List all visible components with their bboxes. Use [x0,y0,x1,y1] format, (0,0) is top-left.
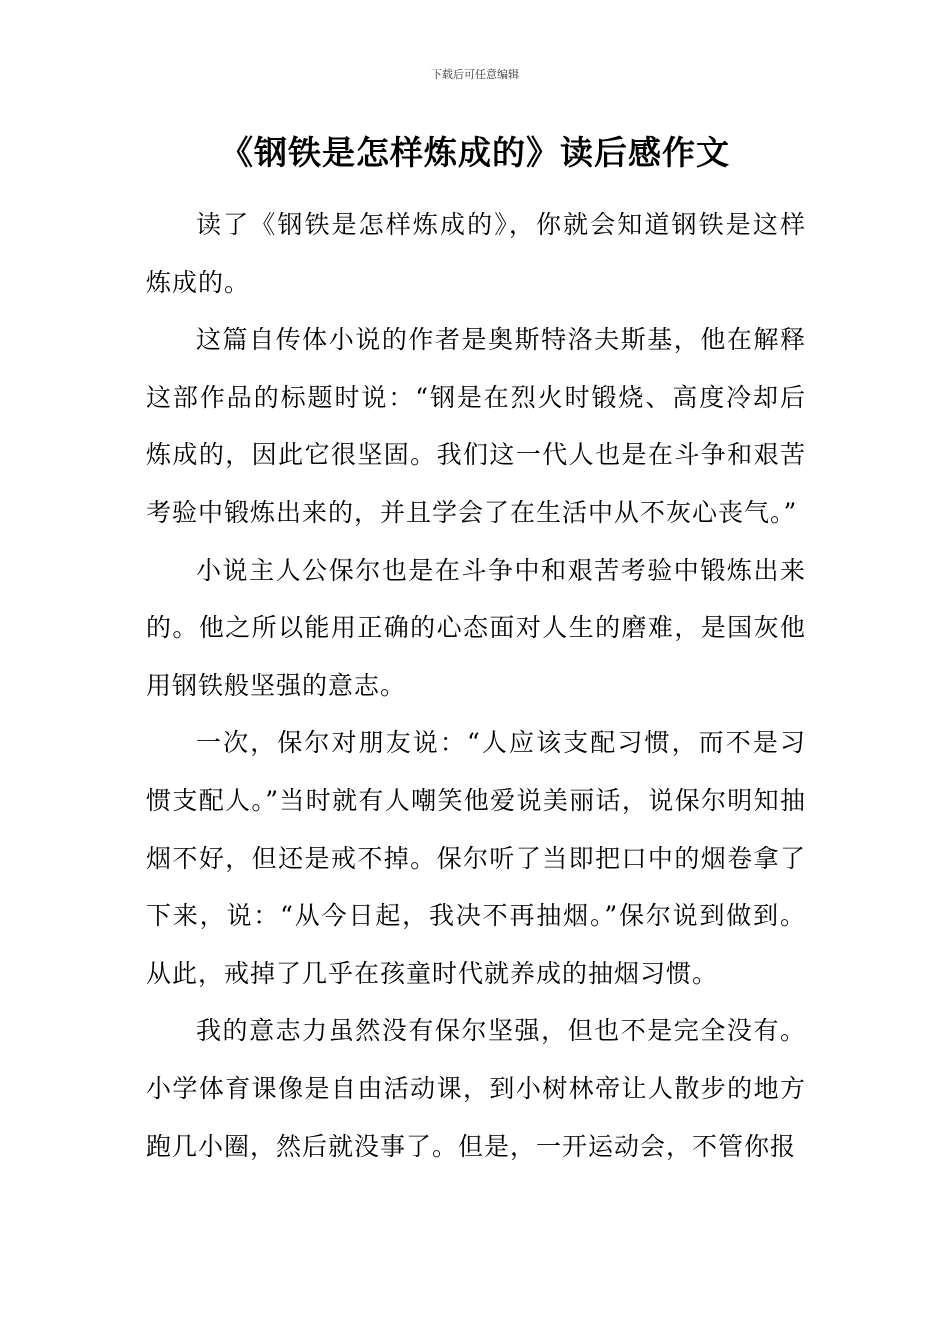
paragraph-1: 读了《钢铁是怎样炼成的》，你就会知道钢铁是这样炼成的。 [146,210,806,297]
document-title: 《钢铁是怎样炼成的》读后感作文 [220,133,730,172]
paragraph-2: 这篇自传体小说的作者是奥斯特洛夫斯基，他在解释这部作品的标题时说：“钢是在烈火时锻烧、高度冷却后炼成的，因此它很坚固。我们这一代人也是在斗争和艰苦考验中锻炼出来的，并且学会了在生活中从不灰心丧气。” [146,325,806,527]
header-note: 下载后可任意编辑 [431,68,519,81]
paragraph-3: 小说主人公保尔也是在斗争中和艰苦考验中锻炼出来的。他之所以能用正确的心态面对人生的磨难，是国灰他用钢铁般坚强的意志。 [146,555,806,700]
document-body [146,196,806,1175]
paragraph-4: 一次，保尔对朋友说：“人应该支配习惯，而不是习惯支配人。”当时就有人嘲笑他爱说美丽话，说保尔明知抽烟不好，但还是戒不掉。保尔听了当即把口中的烟卷拿了下来，说：“从今日起，我决不再抽烟。”保尔说到做到。从此，戒掉了几乎在孩童时代就养成的抽烟习惯。 [146,728,806,988]
paragraph-5: 我的意志力虽然没有保尔坚强，但也不是完全没有。小学体育课像是自由活动课，到小树林帝让人散步的地方跑几小圈，然后就没事了。但是，一开运动会，不管你报 [146,1016,806,1161]
